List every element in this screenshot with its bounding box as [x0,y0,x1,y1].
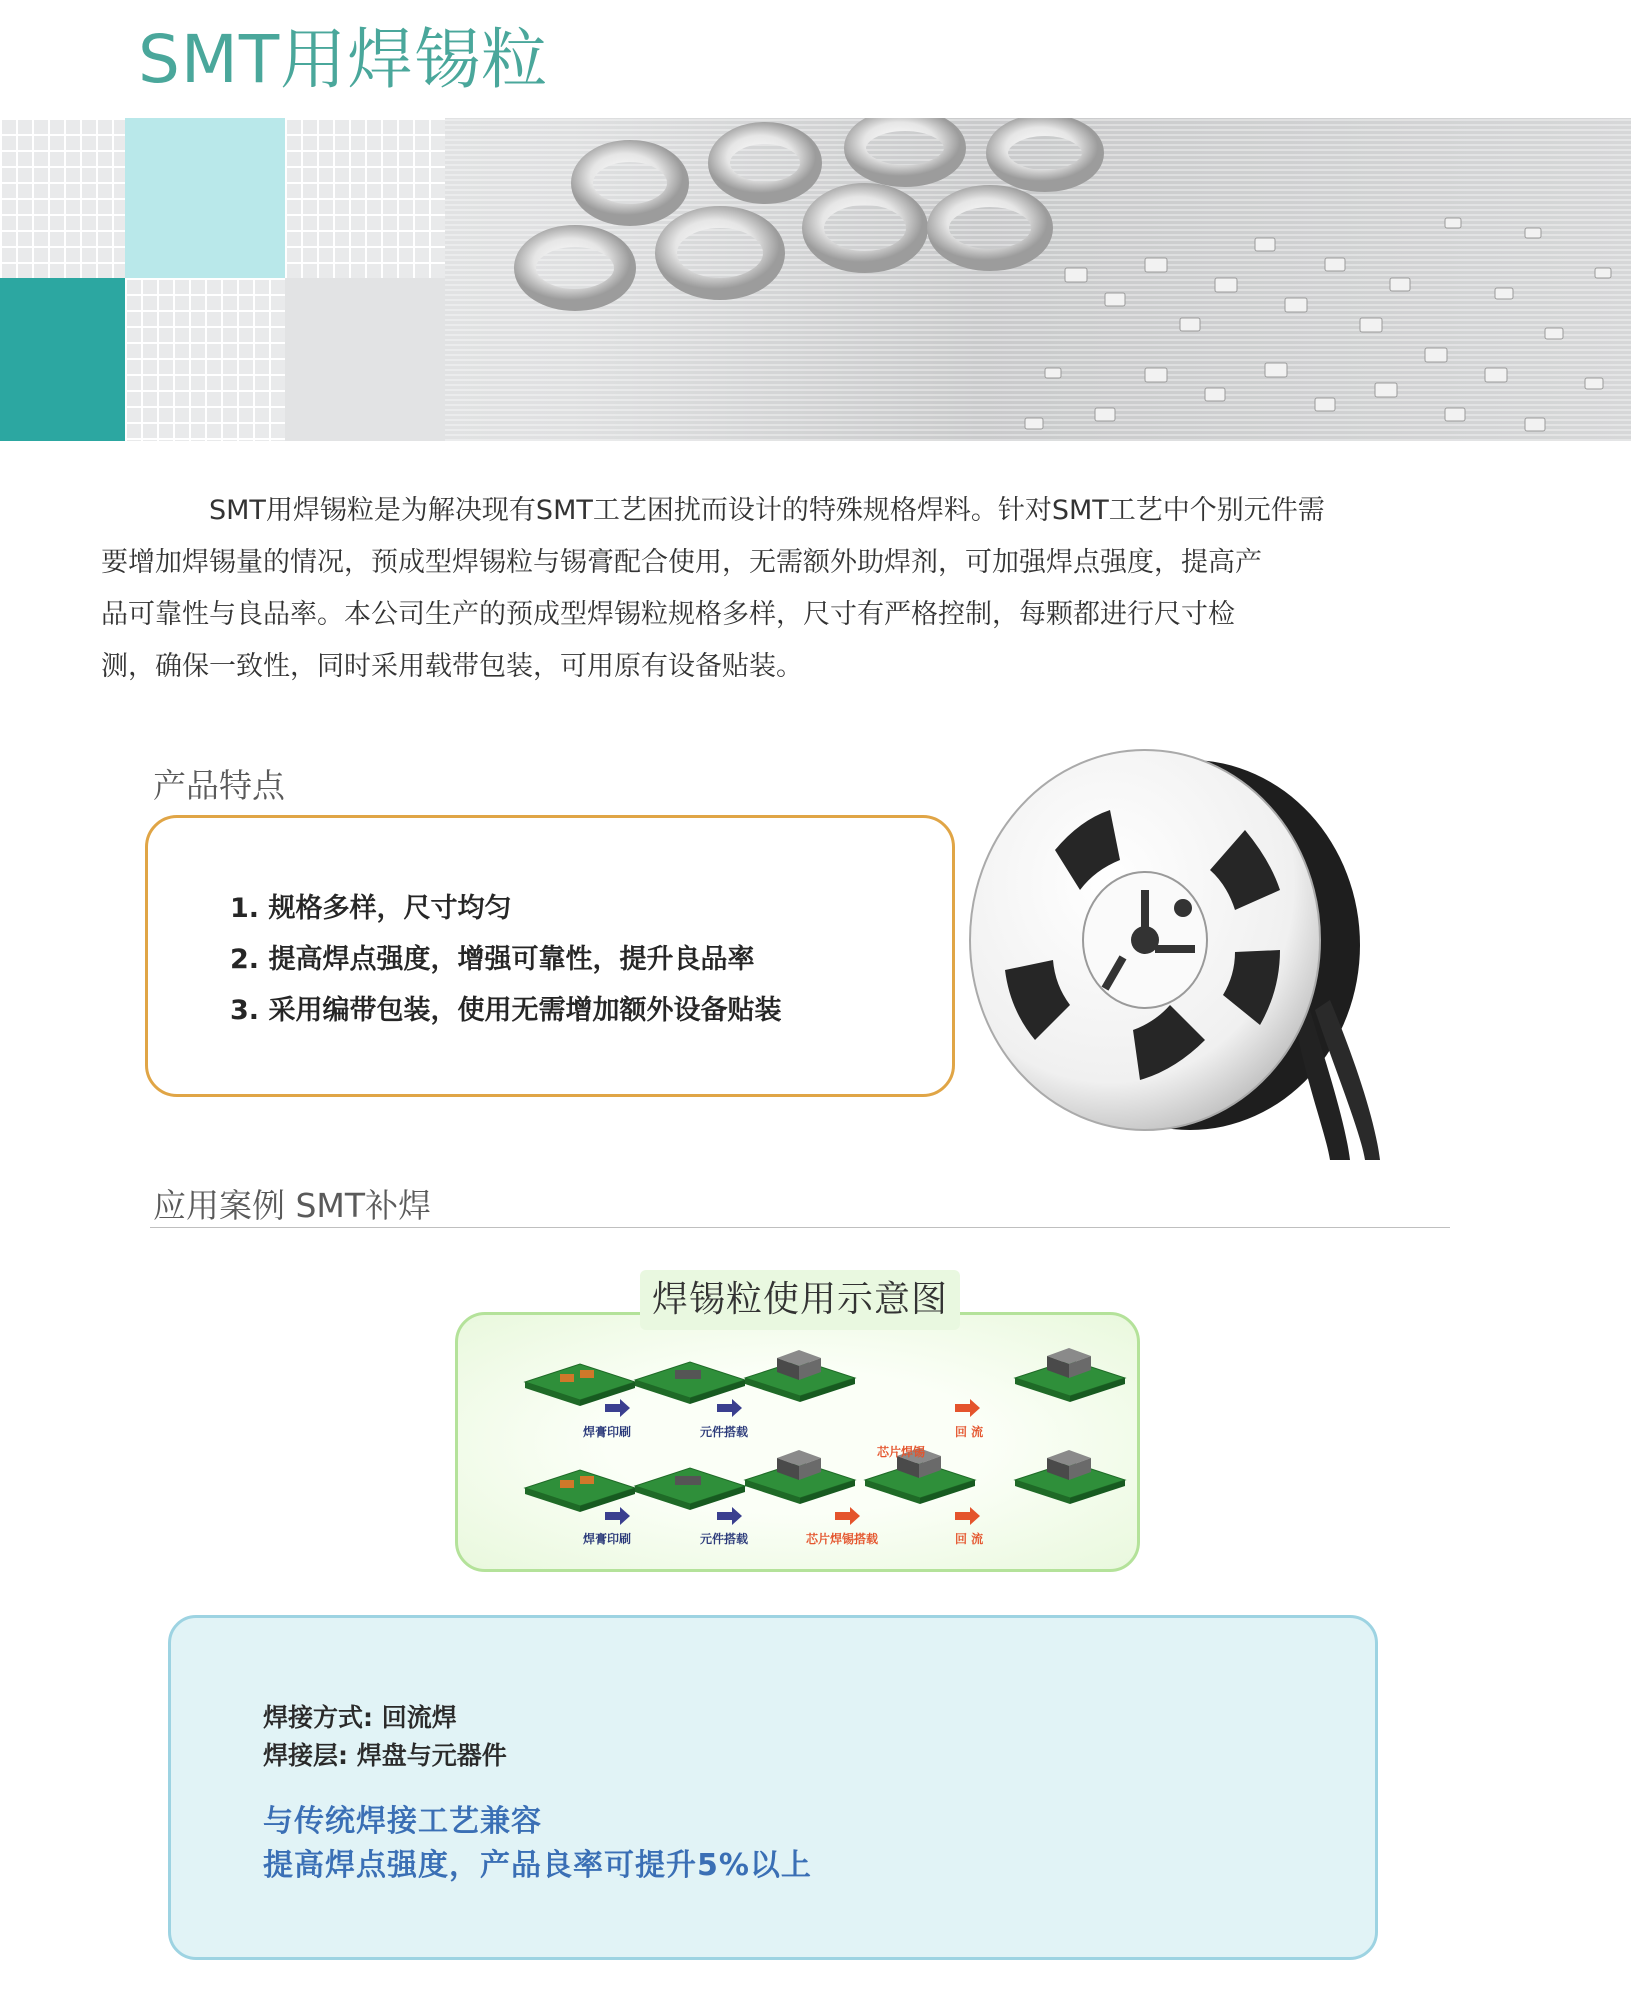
section-divider [150,1227,1450,1228]
banner-tile [125,118,285,278]
banner-image [0,118,1631,441]
banner-tile [125,278,285,441]
feature-item: 2. 提高焊点强度，增强可靠性，提升良品率 [230,944,755,975]
step-label: 元件搭载 [700,1532,749,1546]
welding-layer: 焊接层: 焊盘与元器件 [263,1741,507,1770]
row2-pcb-placement [635,1468,745,1510]
banner-tile [0,118,125,278]
page-title: SMT用焊锡粒 [138,21,549,98]
intro-line: 品可靠性与良品率。本公司生产的预成型焊锡粒规格多样，尺寸有严格控制，每颗都进行尺寸检 [101,599,1235,630]
features-list [230,883,781,1036]
row2-pcb-reflow [1015,1450,1125,1504]
red-arrow-icon [835,1507,980,1525]
step-label: 回 流 [955,1425,984,1439]
step-label: 元件搭载 [700,1425,749,1439]
row1-pcb-component [745,1350,855,1402]
banner-tile [285,118,445,278]
row2-pcb-printing [525,1470,635,1512]
banner-tile [0,278,125,441]
banner-tile [285,278,445,441]
highlight-compatible: 与传统焊接工艺兼容 [263,1804,542,1839]
case-heading: 应用案例 SMT补焊 [153,1186,432,1225]
chip-callout-label: 芯片焊锡 [877,1445,926,1459]
features-heading: 产品特点 [153,766,285,805]
blue-arrow-icon [605,1399,742,1417]
result-box [168,1615,1378,1960]
features-box [145,815,955,1097]
feature-item: 3. 采用编带包装，使用无需增加额外设备贴装 [230,995,782,1026]
step-label: 焊膏印刷 [583,1425,632,1439]
intro-paragraph [101,485,1435,693]
intro-line: 测，确保一致性，同时采用载带包装，可用原有设备贴装。 [101,651,803,682]
welding-method: 焊接方式: 回流焊 [263,1703,457,1732]
step-label: 芯片焊锡搭载 [806,1532,879,1546]
red-arrow-icon [955,1399,980,1417]
row2-pcb-component [745,1450,855,1504]
blue-arrow-icon [605,1507,742,1525]
row1-pcb-reflow [1015,1348,1125,1402]
diagram-title: 焊锡粒使用示意图 [651,1279,948,1320]
intro-line: SMT用焊锡粒是为解决现有SMT工艺困扰而设计的特殊规格焊料。针对SMT工艺中个别元件需 [209,495,1325,526]
step-label: 焊膏印刷 [583,1532,632,1546]
highlight-yield: 提高焊点强度，产品良率可提升5%以上 [263,1848,812,1883]
tape-reel-icon [905,740,1405,1160]
step-label: 回 流 [955,1532,984,1546]
row1-pcb-placement [635,1362,745,1404]
row1-pcb-printing [525,1364,635,1406]
intro-line: 要增加焊锡量的情况，预成型焊锡粒与锡膏配合使用，无需额外助焊剂，可加强焊点强度，提高产 [101,547,1262,578]
process-steps-graphic [455,1312,1140,1572]
feature-item: 1. 规格多样，尺寸均匀 [230,893,512,924]
solder-washers-icon [445,118,1631,441]
